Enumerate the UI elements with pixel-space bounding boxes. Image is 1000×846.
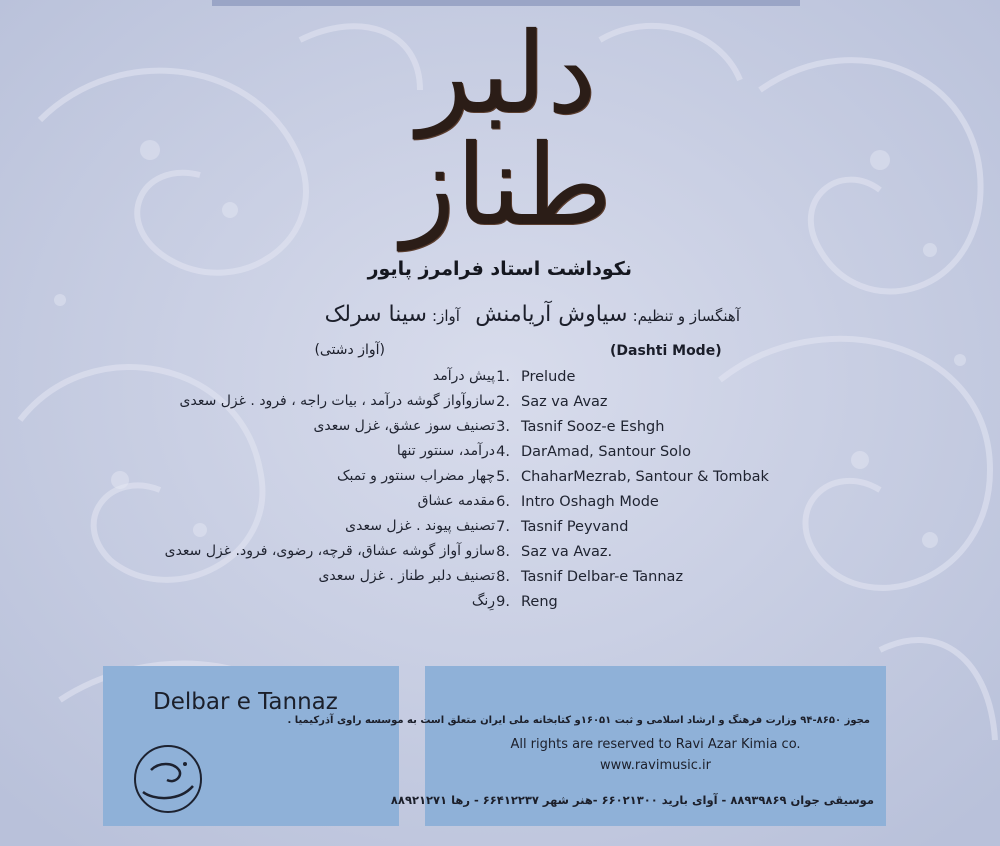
track-en: Intro Oshagh Mode [521, 494, 659, 510]
website-link[interactable]: www.ravimusic.ir [600, 758, 711, 773]
track-fa: رِنگ [471, 593, 495, 609]
track-num: 3. [496, 419, 510, 435]
track-num: 7. [496, 519, 510, 535]
license-text: مجوز ۸۶۵۰-۹۴ وزارت فرهنگ و ارشاد اسلامی و ثبت ۱۶۰۵۱و کتابخانه ملی ایران متعلق است به موسسه راوی آذرکیمیا . [287, 715, 870, 726]
composer-label: آهنگساز و تنظیم: [632, 307, 740, 325]
top-strip [212, 0, 800, 6]
track-fa: چهار مضراب سنتور و تمبک [336, 468, 495, 484]
track-en: ChaharMezrab, Santour & Tombak [521, 469, 769, 485]
track-fa: پیش درآمد [432, 368, 495, 384]
track-num: 1. [496, 369, 510, 385]
distributors-text: موسیقی جوان ۸۸۹۳۹۸۶۹ - آوای بارید ۶۶۰۲۱۳۰۰ -هنر شهر ۶۶۴۱۲۲۳۷ - رها ۸۸۹۲۱۲۷۱ [390, 793, 874, 807]
track-num: 8. [496, 569, 510, 585]
rights-text: All rights are reserved to Ravi Azar Kimia co. [510, 737, 801, 752]
mode-persian: (آواز دشتی) [314, 342, 385, 358]
album-box [103, 666, 399, 826]
track-fa: سازوآواز گوشه درآمد ، بیات راجه ، فرود . غزل سعدی [179, 393, 495, 409]
track-num: 2. [496, 394, 510, 410]
ravi-logo [129, 740, 207, 818]
track-num: 6. [496, 494, 510, 510]
album-title-english: Delbar e Tannaz [153, 689, 338, 715]
album-title-calligraphy [395, 8, 625, 251]
track-en: DarAmad, Santour Solo [521, 444, 691, 460]
track-num: 9. [496, 594, 510, 610]
track-fa: تصنیف دلبر طناز . غزل سعدی [318, 568, 495, 584]
track-en: Saz va Avaz. [521, 544, 613, 560]
composer-name: سیاوش آریامنش [475, 302, 628, 327]
track-fa: تصنیف پیوند . غزل سعدی [345, 518, 495, 534]
track-num: 5. [496, 469, 510, 485]
credits-row [325, 302, 740, 327]
vocal-label: آواز: [432, 307, 460, 325]
track-fa: مقدمه عشاق [417, 493, 495, 509]
track-en: Prelude [521, 369, 576, 385]
track-fa: سازو آواز گوشه عشاق، قرچه، رضوی، فرود. غزل سعدی [164, 543, 495, 559]
track-fa: تصنیف سوز عشق، غزل سعدی [313, 418, 495, 434]
track-en: Saz va Avaz [521, 394, 608, 410]
track-en: Tasnif Delbar-e Tannaz [521, 569, 684, 585]
title-line: دلبر طناز [401, 9, 613, 251]
track-en: Reng [521, 594, 558, 610]
vocal-name: سینا سرلک [324, 302, 427, 327]
subtitle: نکوداشت استاد فرامرز پایور [367, 258, 632, 280]
track-fa: درآمد، سنتور تنها [396, 443, 495, 459]
track-en: Tasnif Peyvand [521, 519, 629, 535]
track-num: 8. [496, 544, 510, 560]
track-num: 4. [496, 444, 510, 460]
mode-english: (Dashti Mode) [610, 343, 722, 359]
info-box [287, 666, 886, 826]
track-en: Tasnif Sooz-e Eshgh [521, 419, 665, 435]
